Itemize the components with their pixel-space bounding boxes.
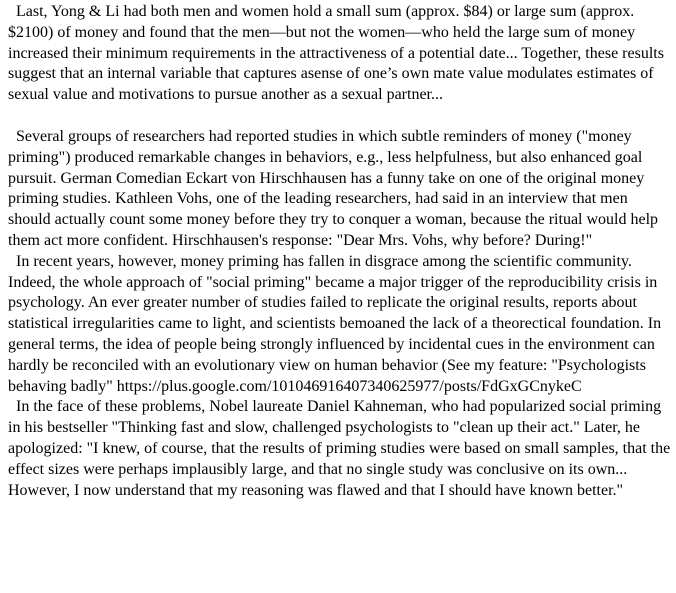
paragraph-reproducibility-crisis: In recent years, however, money priming has fallen in disgrace among the scientific community. Indeed, the whole approach of "social priming" became a major trigger of the reproducibility crisis in psychology. An ever greater number of studies failed to replicate the original results, reports about statistical irregularities came to light, and scientists bemoaned the lack of a theorectical foundation. In general terms, the idea of people being strongly influenced by incidental cues in the environment can hardly be reconciled with an evolutionary view on human behavior (See my feature: "Psychologists behaving badly" https://plus.google.com/101046916407340625977/posts/FdGxGCnykeC (8, 252, 662, 395)
paragraph-spacer (8, 106, 672, 127)
paragraph-money-priming: Several groups of researchers had reported studies in which subtle reminders of money ("money priming") produced remarkable changes in behaviors, e.g., less helpfulness, but also enhanced goal pursuit. German Comedian Eckart von Hirschhausen has a funny take on one of the original money priming studies. Kathleen Vohs, one of the leading researchers, had said in an interview that men should actually count some money before they try to conquer a woman, because the ritual would help them act more confident. Hirschhausen's response: "Dear Mrs. Vohs, why before? During!" (8, 127, 659, 249)
paragraph-yong-li-study: Last, Yong & Li had both men and women hold a small sum (approx. $84) or large sum (approx. $2100) of money and found that the men—but not the women—who held the large sum of money increased their minimum requirements in the attractiveness of a potential date... Together, these results suggest that an internal variable that captures asense of one’s own mate value modulates estimates of sexual value and motivations to pursue another as a sexual partner... (8, 3, 664, 104)
paragraph-kahneman: In the face of these problems, Nobel laureate Daniel Kahneman, who had popularized social priming in his bestseller "Thinking fast and slow, challenged psychologists to "clean up their act." Later, he apologized: "I knew, of course, that the results of priming studies were based on small samples, that the effect sizes were perhaps implausibly large, and that no single study was conclusive on its own... However, I now understand that my reasoning was flawed and that I should have known better." (8, 398, 671, 499)
